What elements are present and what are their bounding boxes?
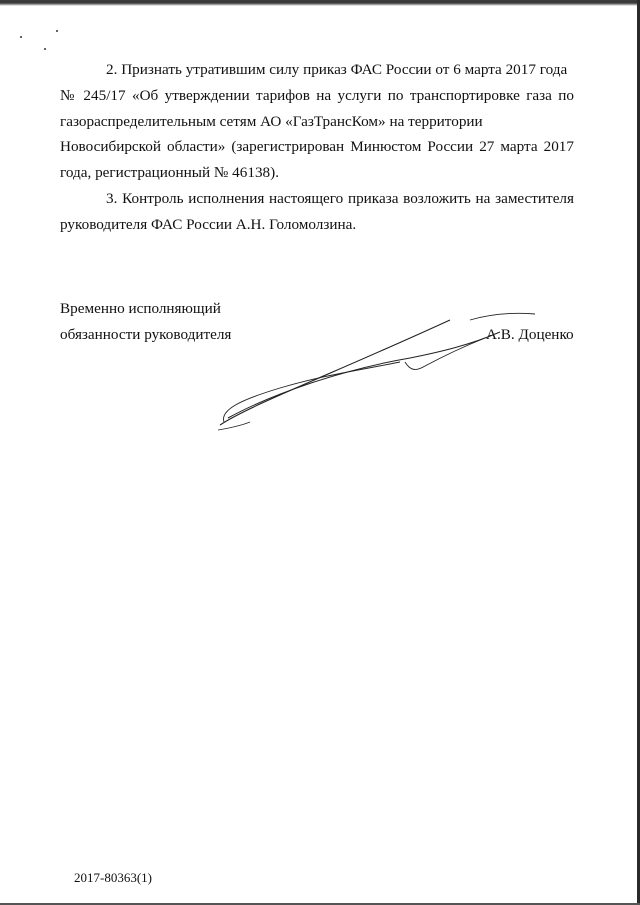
paragraph-2-line-5: года, регистрационный № 46138).	[60, 164, 280, 182]
paragraph-2-line-4: Новосибирской области» (зарегистрирован Минюстом России 27 марта 2017	[60, 138, 574, 156]
scan-speck	[56, 30, 58, 32]
document-code: 2017-80363(1)	[74, 870, 152, 885]
word: территории	[408, 112, 483, 130]
word: на	[389, 112, 405, 130]
paragraph-2-line-1: 2. Признать утратившим силу приказ ФАС России от 6 марта 2017 года	[106, 61, 568, 78]
signatory-name: А.В. Доценко	[486, 326, 574, 343]
paragraph-2-line-3	[60, 109, 574, 135]
word: газораспределительным	[60, 112, 216, 130]
signatory-title	[60, 296, 231, 348]
word: АО	[260, 112, 282, 130]
paragraph-3-line-2: руководителя ФАС России А.Н. Голомолзина.	[60, 215, 357, 233]
paragraph-3	[60, 186, 574, 238]
word: сетям	[219, 112, 257, 130]
handwritten-signature	[210, 300, 550, 440]
scan-speck	[44, 48, 46, 50]
paragraph-3-line-1: 3. Контроль исполнения настоящего приказа возложить на заместителя	[106, 190, 574, 207]
paragraph-2	[60, 57, 574, 186]
signatory-title-line-1: Временно исполняющий	[60, 300, 221, 317]
word: «ГазТрансКом»	[285, 112, 386, 130]
paragraph-2-line-2: № 245/17 «Об утверждении тарифов на услуги по транспортировке газа по	[60, 86, 574, 104]
signatory-title-line-2: обязанности руководителя	[60, 325, 232, 343]
scan-top-edge	[0, 0, 640, 6]
scan-speck	[20, 36, 22, 38]
